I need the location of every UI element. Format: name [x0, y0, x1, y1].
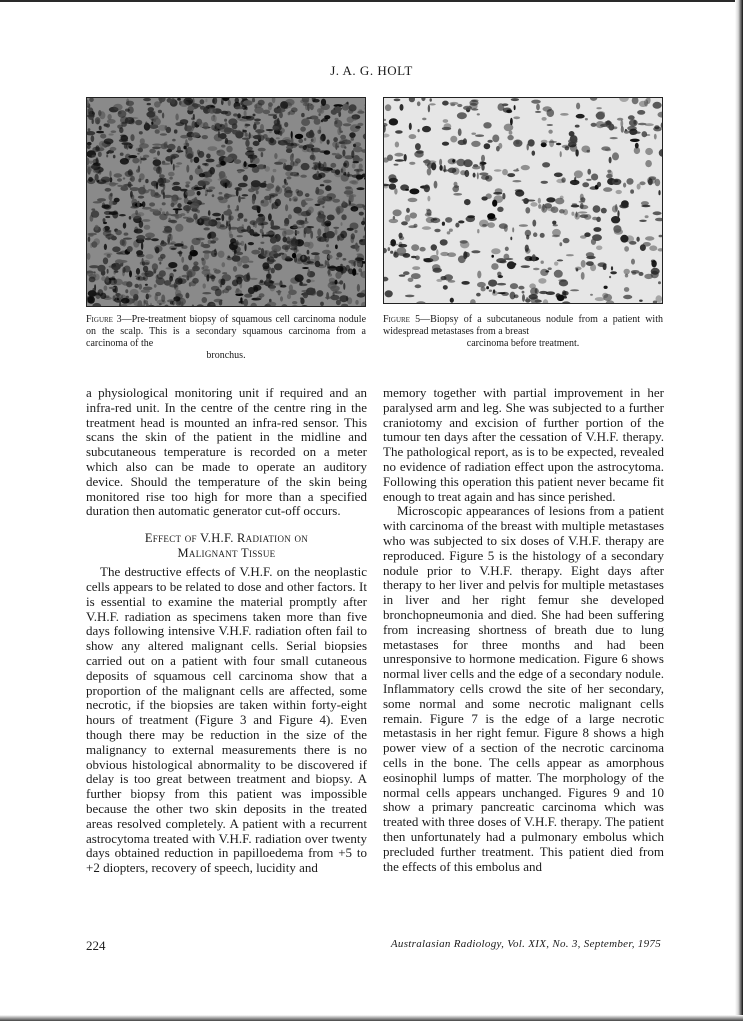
right-paragraph-2: Microscopic appearances of lesions from a patient with carcinoma of the breast with multiple metastases who was subjected to six doses of V.H.F. therapy are reproduced. Figure 5 is the histology of a secondary nodule prior to V.H.F. therapy. Eight days after therapy to her liver and pelvis for multiple metastases in liver and her right femur she developed bronchopneumonia and died. She had been suffering from increasing shortness of breath due to lung metastases for three months and had been unresponsive to hormone medication. Figure 6 shows normal liver cells and the edge of a secondary nodule. Inflammatory cells crowd the site of her secondary, some normal and some necrotic malignant cells remain. Figure 7 is the edge of a large necrotic metastasis in her right femur. Figure 8 shows a high power view of a section of the necrotic carcinoma cells in the bone. The cells appear as amorphous eosinophil lumps of matter. The morphology of the normal cells appears unchanged. Figures 9 and 10 show a primary pancreatic carcinoma which was treated with three doses of V.H.F. therapy. The patient then unfortunately had a pulmonary embolus which precluded further treatment. This patient died from the effects of this embolus and — [383, 503, 664, 874]
section-heading-line-1: Effect of V.H.F. Radiation on — [144, 531, 309, 546]
page-number: 224 — [86, 938, 106, 953]
bottom-edge-shadow — [0, 1015, 743, 1021]
figure-3-caption-line-1: Pre-treatment biopsy of squamous cell — [131, 314, 290, 325]
right-column — [383, 386, 664, 874]
figure-3-caption-line-4: bronchus. — [206, 350, 246, 361]
figure-3-caption: Figure 3—Pre-treatment biopsy of squamous cell carcinoma nodule on the scalp. This is a secondary squamous carcinoma from a carcinoma of the bronchus. — [86, 314, 367, 361]
left-column — [86, 386, 367, 876]
page-edge-shadow — [735, 0, 743, 1021]
figure-3-micrograph — [86, 97, 366, 307]
running-header: J. A. G. HOLT — [330, 63, 413, 78]
fig3-texture — [87, 98, 366, 307]
figure-3-label: Figure 3 — [86, 314, 122, 325]
figure-3-caption-line-3: squamous carcinoma from a carcinoma of the — [86, 326, 366, 349]
figure-5-micrograph — [383, 97, 663, 304]
figure-5-caption: Figure 5—Biopsy of a subcutaneous nodule from a patient with widespread metastases from a breast carcinoma before treatment. — [383, 314, 663, 349]
section-heading-line-2: Malignant Tissue — [177, 546, 276, 561]
section-heading — [86, 531, 367, 561]
top-border — [0, 0, 743, 2]
right-paragraph-1: memory together with partial improvement in her paralysed arm and leg. She was subjected to a further craniotomy and excision of further portion of the tumour ten days after the cessation of V.H.F. therapy. The pathological report, as is to be expected, revealed no evidence of radiation effect upon the astrocytoma. Following this operation this patient never became fit enough to treat again and has since perished. — [383, 385, 664, 504]
figure-5-label: Figure 5 — [383, 314, 421, 325]
left-paragraph-1: a physiological monitoring unit if required and an infra-red unit. In the centre of the centre ring in the treatment head is mounted an infra-red sensor. This scans the skin of the patient in the midline and subcutaneous temperature is recorded on a meter which also can be made to operate an auditory device. Should the temperature of the skin being monitored rise too high for more than a specified duration then automatic generator cut-off occurs. — [86, 385, 367, 519]
figure-5-caption-line-2: patient with widespread metastases from a breast — [383, 314, 663, 337]
journal-citation: Australasian Radiology, Vol. XIX, No. 3, September, 1975 — [390, 938, 661, 950]
fig5-texture — [384, 98, 663, 304]
figure-5-caption-line-1: Biopsy of a subcutaneous nodule from a — [430, 314, 608, 325]
figure-5-caption-line-3: carcinoma before treatment. — [466, 338, 580, 349]
left-paragraph-2: The destructive effects of V.H.F. on the neoplastic cells appears to be related to dose and other factors. It is essential to examine the material promptly after V.H.F. radiation as specimens taken more than five days following intensive V.H.F. radiation often fail to show any altered malignant cells. Serial biopsies carried out on a patient with four small cutaneous deposits of squamous cell carcinoma show that a proportion of the malignant cells are affected, some necrotic, if the biopsies are taken within forty-eight hours of treatment (Figure 3 and Figure 4). Even though there may be reduction in the size of the malignancy to external measurements there is no obvious histological abnormality to be discovered if delay is too great between treatment and biopsy. A further biopsy from this patient was impossible because the other two skin deposits in the treated areas resolved completely. A patient with a recurrent astrocytoma treated with V.H.F. radiation over twenty days obtained reduction in papilloedema from +5 to +2 diopters, recovery of speech, lucidity and — [86, 564, 367, 876]
figure-3-caption-line-2: carcinoma nodule on the scalp. This is a secondary — [86, 314, 367, 337]
